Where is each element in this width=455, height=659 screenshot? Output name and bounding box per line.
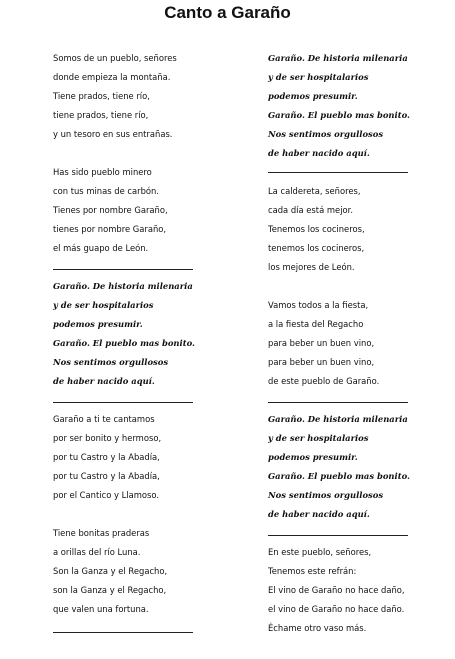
verse-line: a orillas del río Luna. (53, 547, 141, 557)
chorus-line: podemos presumir. (268, 452, 358, 462)
verse-line: Tiene bonitas praderas (53, 528, 150, 538)
verse-line: son la Ganza y el Regacho, (53, 585, 167, 595)
chorus-line: Garaño. El pueblo mas bonito. (53, 338, 195, 348)
verse-line: El vino de Garaño no hace daño, (268, 585, 405, 595)
chorus-line: Garaño. El pueblo mas bonito. (268, 471, 410, 481)
chorus-line: Nos sentimos orgullosos (268, 129, 384, 139)
chorus-line: de haber nacido aquí. (268, 509, 370, 519)
chorus-line: Garaño. De historia milenaria (268, 414, 408, 424)
verse-line: por el Cantico y Llamoso. (53, 490, 160, 500)
chorus-line: de haber nacido aquí. (53, 376, 155, 386)
chorus-line: Garaño. De historia milenaria (268, 53, 408, 63)
chorus-line: podemos presumir. (268, 91, 358, 101)
section-divider (268, 172, 408, 173)
verse-line: La caldereta, señores, (268, 186, 361, 196)
verse-line: Garaño a ti te cantamos (53, 414, 155, 424)
verse-line: el más guapo de León. (53, 243, 149, 253)
verse-line: cada día está mejor. (268, 205, 353, 215)
verse-line: En este pueblo, señores, (268, 547, 372, 557)
page-title: Canto a Garaño (164, 3, 291, 22)
chorus-line: podemos presumir. (53, 319, 143, 329)
verse-line: Son la Ganza y el Regacho, (53, 566, 168, 576)
verse-line: que valen una fortuna. (53, 604, 149, 614)
verse-line: para beber un buen vino, (268, 338, 375, 348)
chorus-line: de haber nacido aquí. (268, 148, 370, 158)
verse-line: por tu Castro y la Abadía, (53, 452, 160, 462)
verse-line: y un tesoro en sus entrañas. (53, 129, 173, 139)
verse-line: Tiene prados, tiene río, (53, 91, 150, 101)
verse-line: los mejores de León. (268, 262, 355, 272)
verse-line: Échame otro vaso más. (268, 623, 367, 633)
chorus-line: Garaño. De historia milenaria (53, 281, 193, 291)
verse-line: Has sido pueblo minero (53, 167, 152, 177)
section-divider (268, 535, 408, 536)
chorus-line: Nos sentimos orgullosos (268, 490, 384, 500)
verse-line: por ser bonito y hermoso, (53, 433, 162, 443)
verse-line: Somos de un pueblo, señores (53, 53, 177, 63)
verse-line: a la fiesta del Regacho (268, 319, 364, 329)
verse-line: tenemos los cocineros, (268, 243, 365, 253)
verse-line: Tienes por nombre Garaño, (53, 205, 168, 215)
chorus-line: Nos sentimos orgullosos (53, 357, 169, 367)
section-divider (53, 269, 193, 270)
section-divider (53, 402, 193, 403)
verse-line: para beber un buen vino, (268, 357, 375, 367)
section-divider (53, 632, 193, 633)
section-divider (268, 402, 408, 403)
verse-line: Tenemos este refrán: (268, 566, 357, 576)
chorus-line: y de ser hospitalarios (53, 300, 154, 310)
verse-line: tiene prados, tiene río, (53, 110, 149, 120)
verse-line: tienes por nombre Garaño, (53, 224, 167, 234)
verse-line: Tenemos los cocineros, (268, 224, 365, 234)
verse-line: Vamos todos a la fiesta, (268, 300, 369, 310)
chorus-line: y de ser hospitalarios (268, 72, 369, 82)
verse-line: con tus minas de carbón. (53, 186, 159, 196)
chorus-line: y de ser hospitalarios (268, 433, 369, 443)
verse-line: donde empieza la montaña. (53, 72, 171, 82)
verse-line: el vino de Garaño no hace daño. (268, 604, 405, 614)
verse-line: de este pueblo de Garaño. (268, 376, 380, 386)
chorus-line: Garaño. El pueblo mas bonito. (268, 110, 410, 120)
verse-line: por tu Castro y la Abadía, (53, 471, 160, 481)
